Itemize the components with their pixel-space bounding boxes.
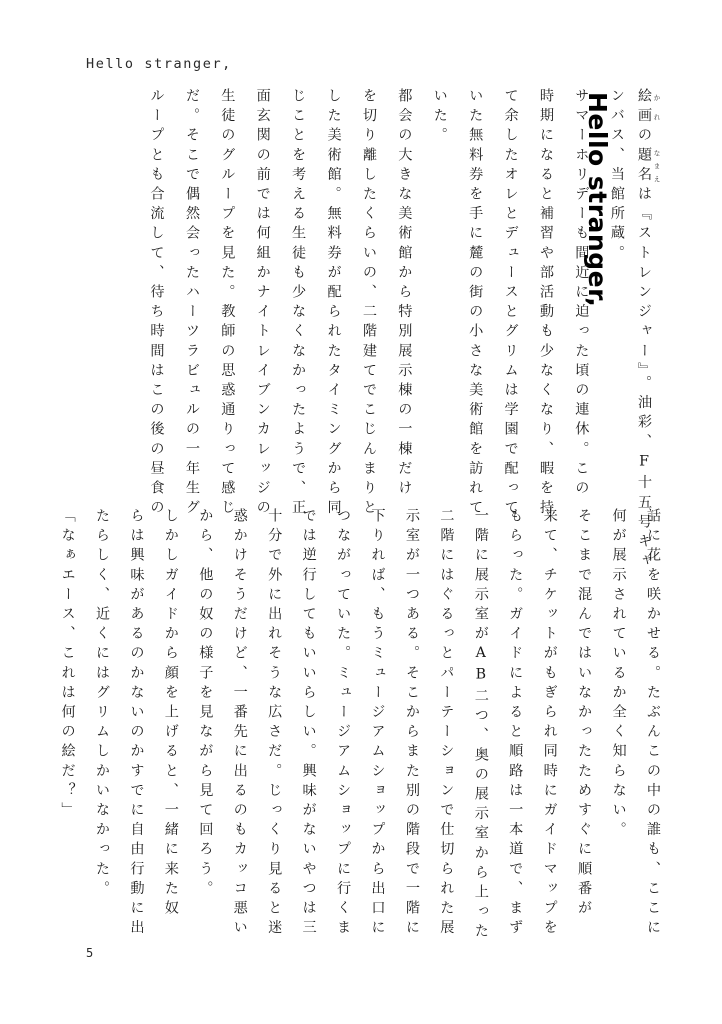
text-column (389, 88, 411, 520)
text-column (424, 88, 446, 520)
text-run: 「なぁエース、これは何の絵だ？」 (59, 508, 76, 822)
text-run: 時期になると補習や部活動も少なくなり、暇を持 (537, 88, 554, 520)
text-run: いた。 (431, 88, 448, 147)
text-run: 来て、チケットがもぎられ同時にガイドマップを (541, 508, 558, 940)
text-column (639, 508, 660, 944)
text-run: 示室が一つある。そこからまた別の階段で一階に (403, 508, 420, 940)
text-run: 下りれば、もうミュージアムショップから出口に (369, 508, 386, 940)
text-column (636, 88, 660, 573)
text-column (466, 508, 487, 944)
text-column (354, 88, 376, 520)
text-run: たらしく、近くにはグリムしかいなかった。 (94, 508, 110, 900)
text-column (460, 88, 482, 520)
text-column (535, 508, 556, 944)
text-column (53, 508, 74, 944)
ruby-text: なまえ (652, 146, 660, 186)
text-column (501, 508, 522, 944)
text-column (225, 508, 246, 944)
text-run: 話に花を咲かせる。たぶんこの中の誰も、ここに (645, 508, 661, 940)
text-run: 惑かけそうだけど、一番先に出るのもカッコ悪い (231, 508, 248, 940)
text-run: 生徒のグループを見た。教師の思惑通りって感じ (219, 88, 236, 520)
text-column (363, 508, 384, 944)
ruby-annotated-word (636, 146, 660, 187)
text-column (329, 508, 350, 944)
text-run: だ。そこで偶然会ったハーツラビュルの一年生グ (183, 88, 200, 520)
text-run: らは興味があるのかないのかすでに自由行動に出 (128, 508, 145, 940)
text-column (432, 508, 453, 944)
text-column (212, 88, 234, 520)
text-run: もらった。ガイドによると順路は一本道で、まず (507, 508, 524, 940)
text-column (601, 88, 623, 520)
text-run: そこまで混んではいなかったためすぐに順番が (576, 508, 593, 920)
text-column (122, 508, 143, 944)
text-run: ンバス、当館所蔵。 (608, 88, 625, 265)
text-run: では逆行してもいいらしい。興味がないやつは三 (300, 508, 317, 940)
text-run: の (636, 127, 652, 147)
ruby-annotated-word (636, 88, 660, 128)
ruby-base: 題名 (636, 146, 652, 187)
text-run: いた無料券を手に麓の街の小さな美術館を訪れて (467, 88, 484, 520)
text-column (398, 508, 419, 944)
text-run: した美術館。無料券が配られたタイミングから同 (325, 88, 342, 520)
text-column (88, 508, 109, 944)
text-run: じことを考える生徒も少なくなかったようで、正 (290, 88, 307, 520)
running-header: Hello stranger, (86, 56, 232, 72)
text-column (566, 88, 588, 520)
text-run: サマーホリデーも間近に迫った頃の連休。この (573, 88, 590, 500)
text-column (260, 508, 281, 944)
text-run: 何が展示されているか全く知らない。 (610, 508, 627, 842)
text-column (247, 88, 269, 520)
text-column (570, 508, 591, 944)
text-column (191, 508, 212, 944)
text-run: 面玄関の前では何組かナイトレイブンカレッジの (254, 88, 271, 520)
text-run: から、他の奴の様子を見ながら見て回ろう。 (197, 508, 214, 900)
text-run: つながっていた。ミュージアムショップに行くま (335, 508, 352, 940)
body-text-block-top (128, 88, 660, 573)
text-column (604, 508, 625, 944)
text-column (531, 88, 553, 520)
chapter-title: Hello stranger, (583, 92, 612, 308)
body-text-block-bottom (40, 508, 660, 948)
text-column (495, 88, 517, 520)
page-number: 5 (86, 946, 94, 960)
text-column (156, 508, 177, 944)
text-column (283, 88, 305, 520)
text-run: しかしガイドから顔を上げると、一緒に来た奴 (162, 508, 179, 920)
text-run: ループとも合流して、待ち時間はこの後の昼食の (148, 88, 165, 520)
text-run: を切り離したくらいの、二階建てでこじんまりと (360, 88, 377, 520)
text-run: て余したオレとデュースとグリムは学園で配って (502, 88, 519, 520)
text-run: 都会の大きな美術館から特別展示棟の一棟だけ (396, 88, 413, 500)
text-column (177, 88, 199, 520)
ruby-text: かれ (652, 88, 660, 128)
ruby-base: 絵画 (636, 88, 652, 128)
text-column (141, 88, 163, 520)
text-column (294, 508, 315, 944)
text-run: 二階にはぐるっとパーテーションで仕切られた展 (438, 508, 455, 940)
text-column (318, 88, 340, 520)
text-run: 十分で外に出れそうな広さだ。じっくり見ると迷 (266, 508, 283, 940)
text-run: は『ストレンジャー』。油彩、F十五号キャ (636, 186, 652, 573)
text-run: 一階に展示室がAB二つ、奥の展示室から上った (472, 508, 489, 943)
